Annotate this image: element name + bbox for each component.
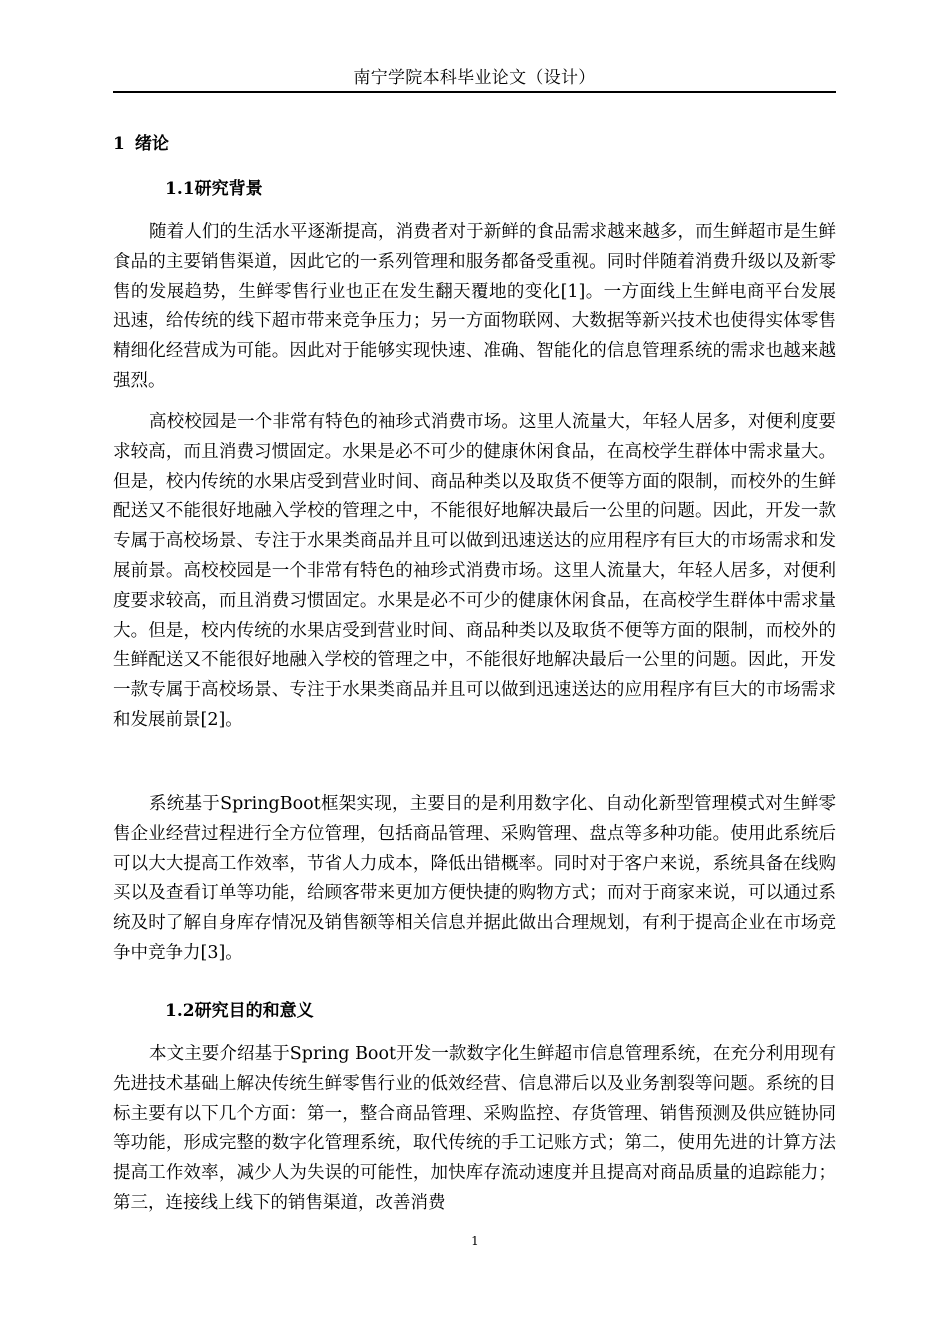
paragraph: 系统基于SpringBoot框架实现，主要目的是利用数字化、自动化新型管理模式对生鲜零售企业经营过程进行全方位管理，包括商品管理、采购管理、盘点等多种功能。使用此系统后可以大大提高工作效率，节省人力成本，降低出错概率。同时对于客户来说，系统具备在线购买以及查看订单等功能，给顾客带来更加方便快捷的购物方式；而对于商家来说，可以通过系统及时了解自身库存情况及销售额等相关信息并据此做出合理规划，有利于提高企业在市场竞争中竞争力[3]。: [113, 794, 836, 963]
paragraph: 高校校园是一个非常有特色的袖珍式消费市场。这里人流量大，年轻人居多，对便利度要求较高，而且消费习惯固定。水果是必不可少的健康休闲食品，在高校学生群体中需求量大。但是，校内传统的水果店受到营业时间、商品种类以及取货不便等方面的限制，而校外的生鲜配送又不能很好地融入学校的管理之中，不能很好地解决最后一公里的问题。因此，开发一款专属于高校场景、专注于水果类商品并且可以做到迅速送达的应用程序有巨大的市场需求和发展前景。高校校园是一个非常有特色的袖珍式消费市场。这里人流量大，年轻人居多，对便利度要求较高，而且消费习惯固定。水果是必不可少的健康休闲食品，在高校学生群体中需求量大。但是，校内传统的水果店受到营业时间、商品种类以及取货不便等方面的限制，而校外的生鲜配送又不能很好地融入学校的管理之中，不能很好地解决最后一公里的问题。因此，开发一款专属于高校场景、专注于水果类商品并且可以做到迅速送达的应用程序有巨大的市场需求和发展前景[2]。: [113, 412, 836, 730]
page-number: 1: [471, 1234, 479, 1248]
header-rule: [113, 91, 836, 93]
section-heading-1-1: 1.1研究背景: [165, 179, 263, 199]
paragraph: 本文主要介绍基于Spring Boot开发一款数字化生鲜超市信息管理系统，在充分利用现有先进技术基础上解决传统生鲜零售行业的低效经营、信息滞后以及业务割裂等问题。系统的目标主要有以下几个方面：第一，整合商品管理、采购监控、存货管理、销售预测及供应链协同等功能，形成完整的数字化管理系统，取代传统的手工记账方式；第二，使用先进的计算方法提高工作效率，减少人为失误的可能性，加快库存流动速度并且提高对商品质量的追踪能力；第三，连接线上线下的销售渠道，改善消费: [113, 1044, 836, 1213]
chapter-title: 绪论: [134, 134, 169, 154]
chapter-number: 1: [113, 134, 125, 154]
chapter-heading: [113, 133, 169, 155]
running-header: 南宁学院本科毕业论文（设计）: [353, 68, 596, 88]
section-heading-1-2: 1.2研究目的和意义: [165, 1001, 314, 1021]
paragraph: 随着人们的生活水平逐渐提高，消费者对于新鲜的食品需求越来越多，而生鲜超市是生鲜食品的主要销售渠道，因此它的一系列管理和服务都备受重视。同时伴随着消费升级以及新零售的发展趋势，生鲜零售行业也正在发生翻天覆地的变化[1]。一方面线上生鲜电商平台发展迅速，给传统的线下超市带来竞争压力；另一方面物联网、大数据等新兴技术也使得实体零售精细化经营成为可能。因此对于能够实现快速、准确、智能化的信息管理系统的需求也越来越强烈。: [113, 222, 836, 391]
